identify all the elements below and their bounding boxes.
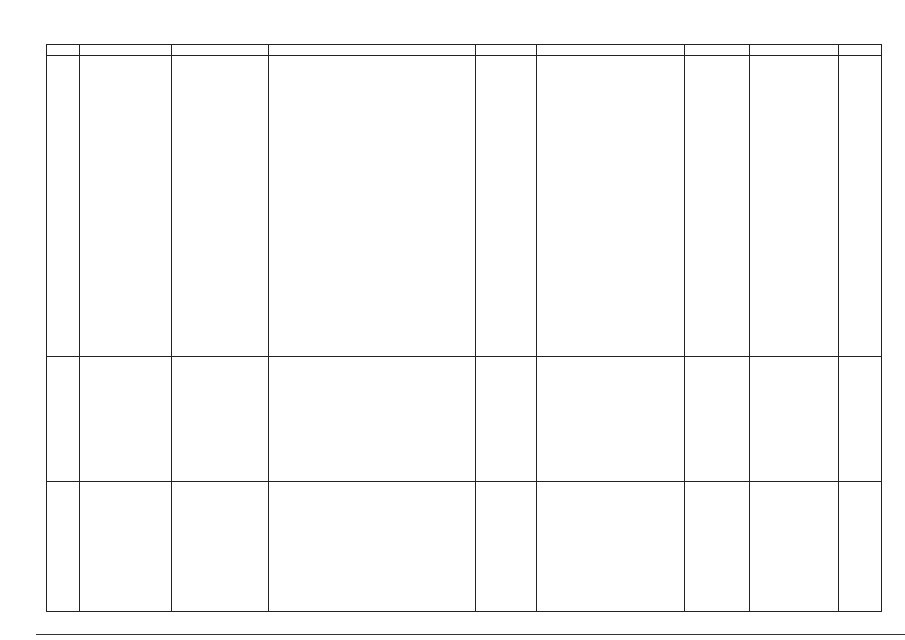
row-code-cell [47, 482, 80, 612]
column-number [269, 45, 476, 56]
table-row [47, 56, 882, 357]
column-number [685, 45, 750, 56]
report-cell [750, 56, 839, 357]
responsible-cell [172, 357, 269, 482]
extra-cell [839, 56, 882, 357]
column-number-row [47, 45, 882, 56]
column-number [172, 45, 269, 56]
column-number [476, 45, 537, 56]
table-row [47, 482, 882, 612]
result-form-cell [685, 56, 750, 357]
result-form-cell [685, 357, 750, 482]
responsible-cell [172, 56, 269, 357]
column-number [839, 45, 882, 56]
date-cell [476, 482, 537, 612]
indicator-cell [80, 482, 172, 612]
column-number [537, 45, 685, 56]
result-form-cell [685, 482, 750, 612]
responsible-cell [172, 482, 269, 612]
column-number [80, 45, 172, 56]
row-code-cell [47, 357, 80, 482]
report-cell [750, 482, 839, 612]
measure-cell [269, 56, 476, 357]
executors-cell [537, 357, 685, 482]
report-cell [750, 357, 839, 482]
column-number [750, 45, 839, 56]
indicator-cell [80, 56, 172, 357]
row-code-cell [47, 56, 80, 357]
extra-cell [839, 357, 882, 482]
measures-table [46, 44, 882, 612]
extra-cell [839, 482, 882, 612]
measure-cell [269, 357, 476, 482]
measure-cell [269, 482, 476, 612]
column-number [47, 45, 80, 56]
executors-cell [537, 482, 685, 612]
date-cell [476, 56, 537, 357]
table-row [47, 357, 882, 482]
indicator-cell [80, 357, 172, 482]
bottom-divider [36, 634, 905, 635]
date-cell [476, 357, 537, 482]
executors-cell [537, 56, 685, 357]
